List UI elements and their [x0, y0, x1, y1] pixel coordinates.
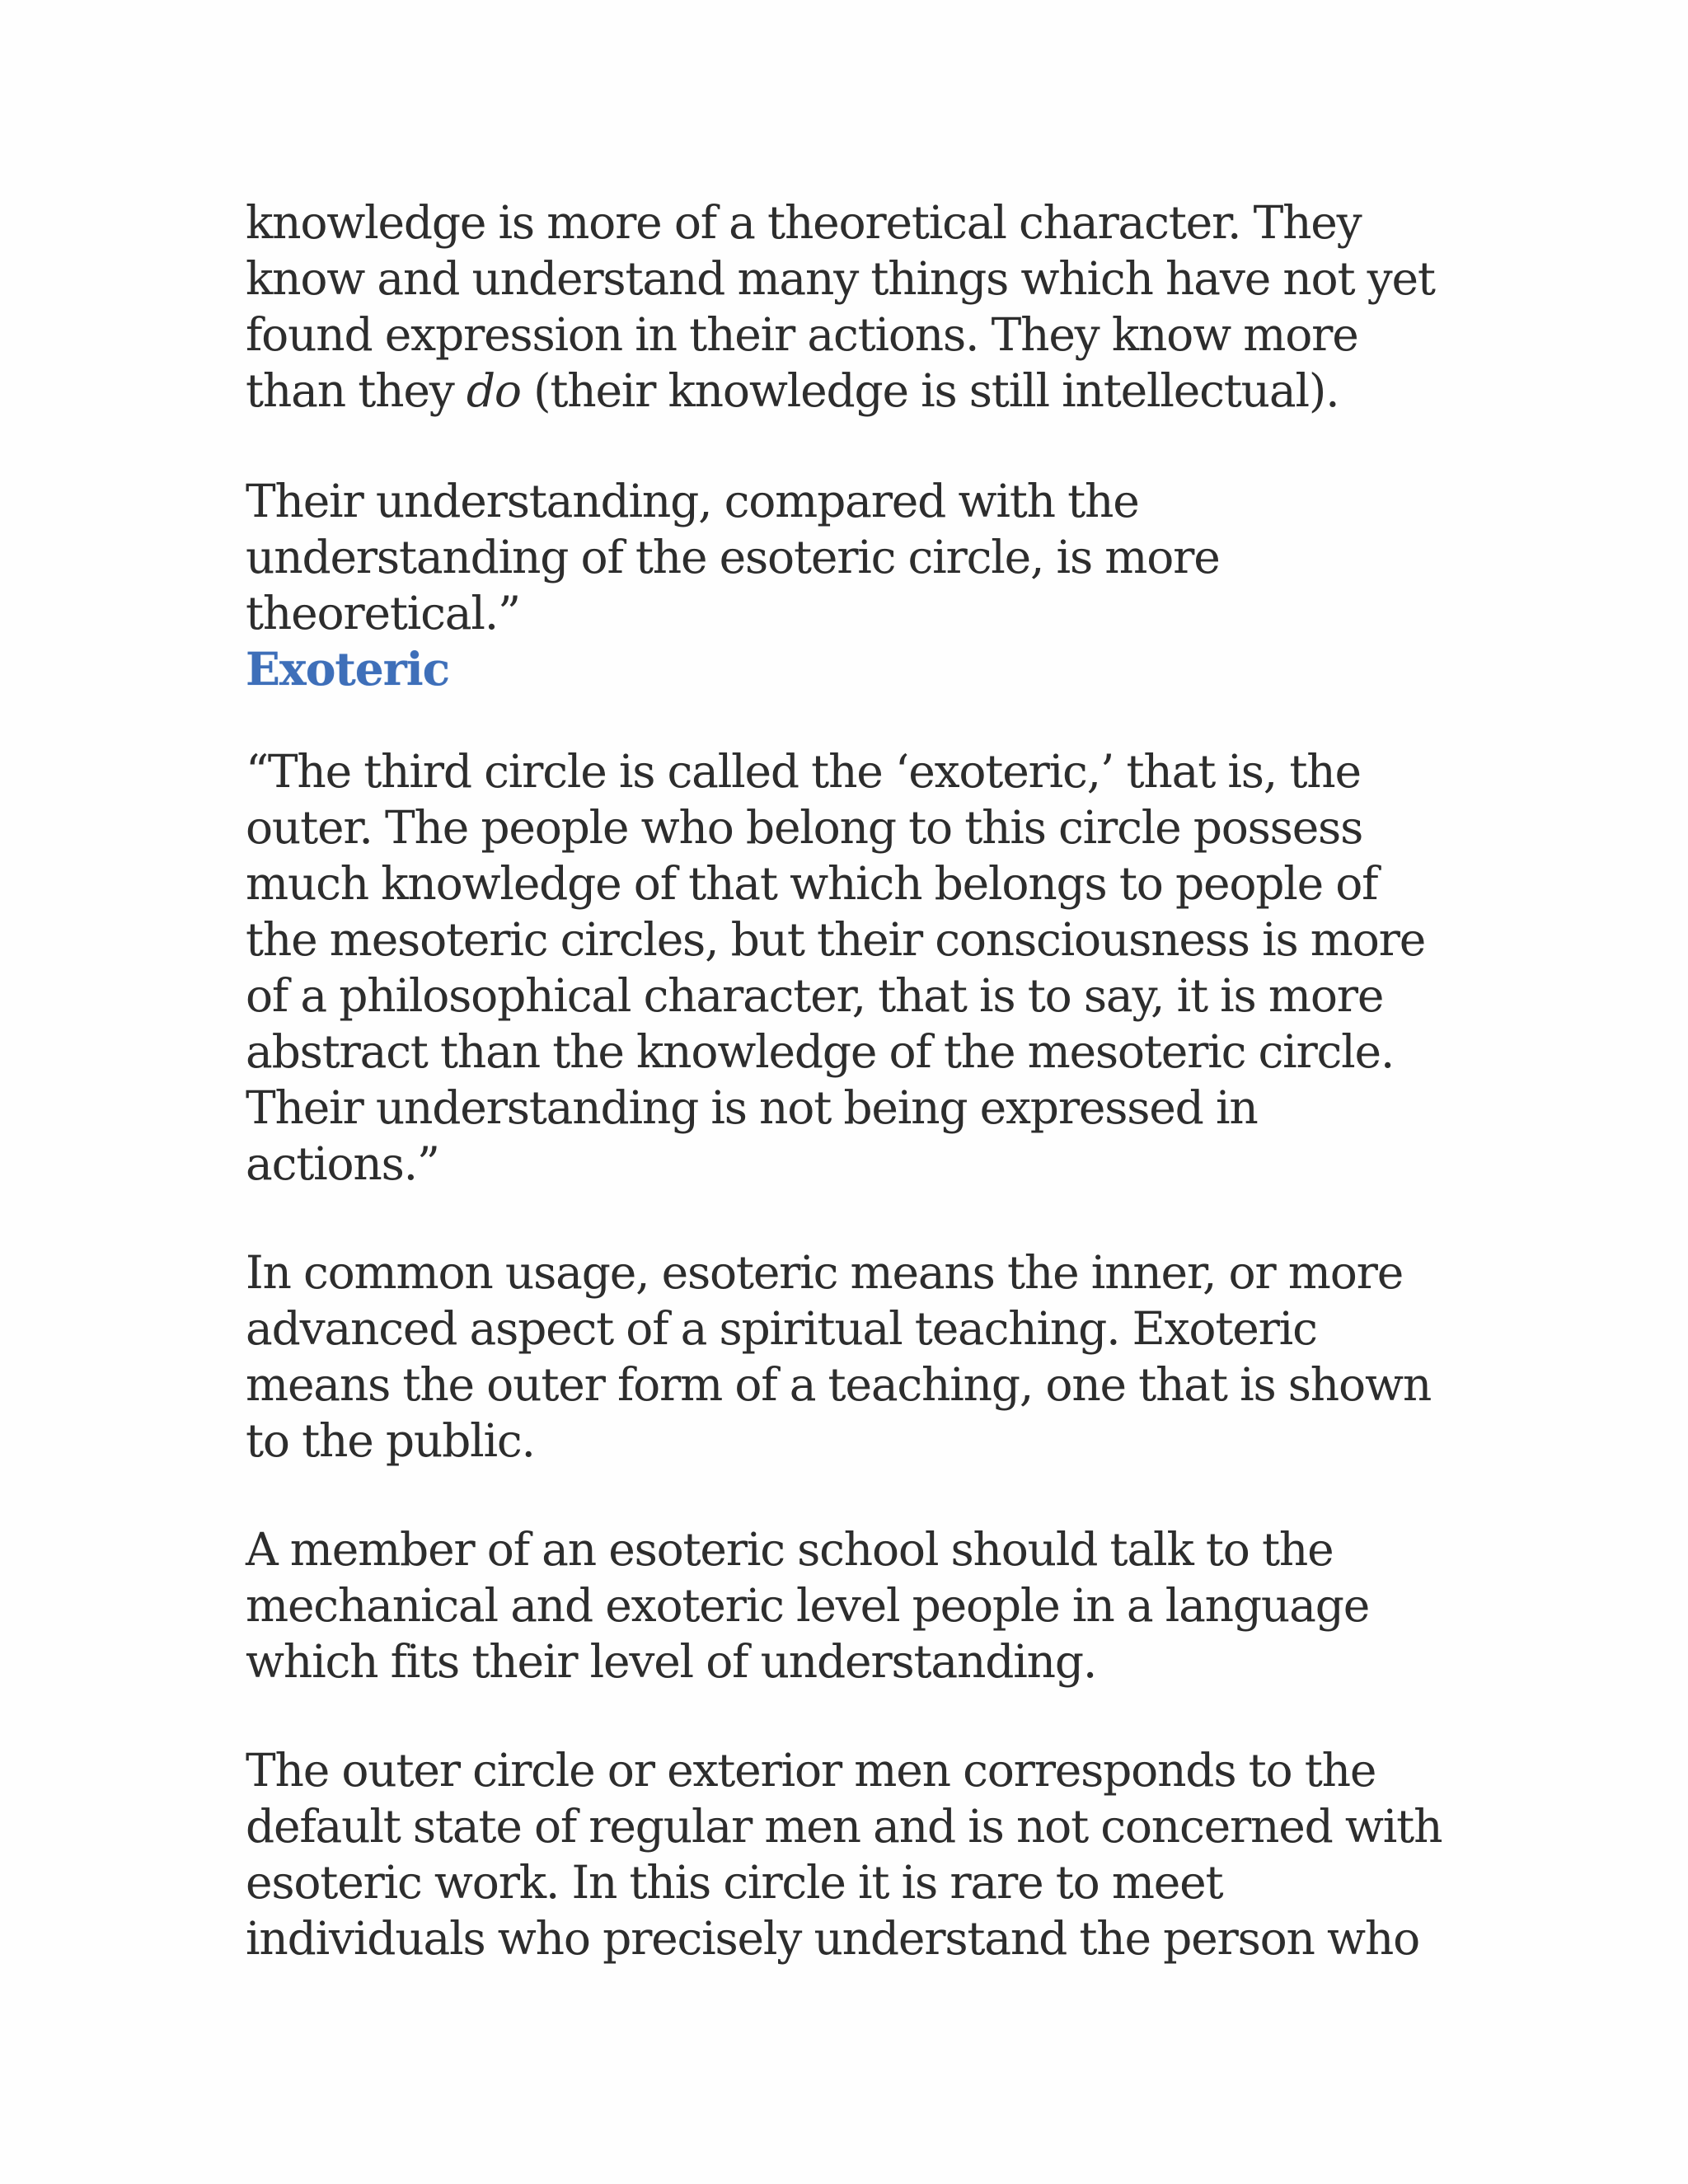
text-fragment: than they — [246, 364, 467, 417]
text-line: advanced aspect of a spiritual teaching. Exoteric — [246, 1302, 1317, 1355]
emphasis-do: do — [466, 364, 521, 417]
text-line: understanding of the esoteric circle, is more — [246, 531, 1220, 583]
text-line: much knowledge of that which belongs to people of — [246, 857, 1378, 910]
text-line: esoteric work. In this circle it is rare to meet — [246, 1856, 1223, 1909]
text-line: individuals who precisely understand the person who — [246, 1912, 1420, 1965]
text-line: of a philosophical character, that is to say, it is more — [246, 969, 1384, 1022]
section-heading-exoteric: Exoteric — [246, 642, 450, 696]
paragraph-understanding — [246, 473, 1531, 641]
text-line: Their understanding is not being expressed in — [246, 1081, 1258, 1134]
text-line: means the outer form of a teaching, one that is shown — [246, 1358, 1432, 1411]
text-line: Their understanding, compared with the — [246, 475, 1139, 527]
text-line: theoretical.” — [246, 587, 520, 640]
text-line: found expression in their actions. They know more — [246, 308, 1358, 361]
text-line: In common usage, esoteric means the inner, or more — [246, 1246, 1404, 1299]
paragraph-common-usage — [246, 1244, 1531, 1469]
text-line: A member of an esoteric school should talk to the — [246, 1523, 1334, 1576]
paragraph-school-member — [246, 1521, 1531, 1690]
text-line-with-emphasis — [246, 363, 1531, 419]
text-line: to the public. — [246, 1414, 535, 1467]
text-line: actions.” — [246, 1137, 439, 1190]
text-line: knowledge is more of a theoretical character. They — [246, 196, 1362, 249]
text-line: which fits their level of understanding. — [246, 1635, 1097, 1688]
text-line: default state of regular men and is not concerned with — [246, 1800, 1442, 1853]
text-line: The outer circle or exterior men corresponds to the — [246, 1744, 1376, 1797]
text-fragment: (their knowledge is still intellectual). — [520, 364, 1339, 417]
paragraph-third-circle — [246, 743, 1531, 1192]
text-line: abstract than the knowledge of the mesoteric circle. — [246, 1025, 1395, 1078]
text-line: outer. The people who belong to this circle possess — [246, 801, 1363, 854]
text-line: mechanical and exoteric level people in a language — [246, 1579, 1370, 1632]
paragraph-outer-circle — [246, 1742, 1531, 1966]
text-line: know and understand many things which have not yet — [246, 252, 1435, 305]
paragraph-theoretical-knowledge — [246, 194, 1531, 419]
text-line: the mesoteric circles, but their consciousness is more — [246, 913, 1426, 966]
document-body — [246, 194, 1531, 1966]
text-line: “The third circle is called the ‘exoteric,’ that is, the — [246, 745, 1361, 798]
